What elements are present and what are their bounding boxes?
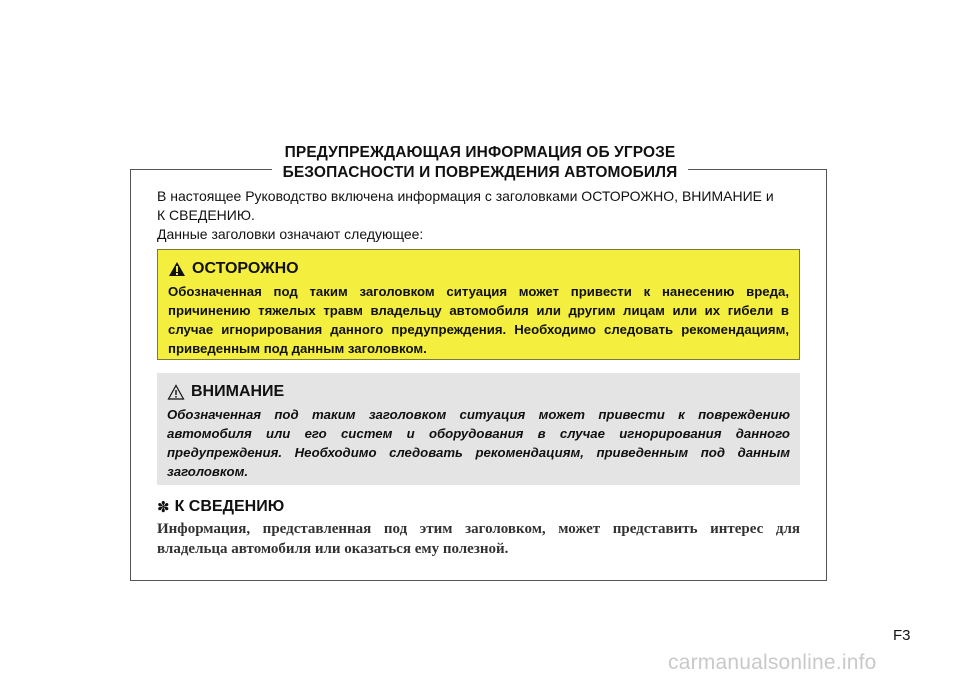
intro-line3: Данные заголовки означают следующее: xyxy=(157,226,424,242)
section-title-line2: БЕЗОПАСНОСТИ И ПОВРЕЖДЕНИЯ АВТОМОБИЛЯ xyxy=(282,164,678,181)
caution-header xyxy=(167,381,790,403)
notice-text: Информация, представленная под этим заголовком, может представить интерес для владельца автомобиля или оказаться ему полезной. xyxy=(157,521,800,557)
notice-label: К СВЕДЕНИЮ xyxy=(174,498,285,515)
caution-triangle-icon xyxy=(167,384,185,400)
caution-box xyxy=(157,373,800,485)
warning-text: Обозначенная под таким заголовком ситуация может привести к нанесению вреда, причинению тяжелых травм владельцу автомобиля или другим лицам или их гибели в случае игнорирования данного предупреждения. Необходимо следовать рекомендациям, приведенным под данным заголовком. xyxy=(168,284,789,356)
section-title-line1: ПРЕДУПРЕЖДАЮЩАЯ ИНФОРМАЦИЯ ОБ УГРОЗЕ xyxy=(284,144,676,161)
section-title xyxy=(272,143,688,183)
warning-header xyxy=(168,258,789,280)
intro-line2: К СВЕДЕНИЮ. xyxy=(157,207,255,223)
intro-line1: В настоящее Руководство включена информация с заголовками ОСТОРОЖНО, ВНИМАНИЕ и xyxy=(157,188,774,204)
notice-star-icon: ✽ xyxy=(157,499,170,516)
warning-triangle-icon xyxy=(168,261,186,277)
page-number: F3 xyxy=(893,627,911,644)
notice-header xyxy=(157,498,284,516)
caution-text: Обозначенная под таким заголовком ситуация может привести к повреждению автомобиля или его систем и оборудования в случае игнорирования данного предупреждения. Необходимо следовать рекомендациям, приведенным под данным заголовком. xyxy=(167,407,790,479)
intro-paragraph xyxy=(157,187,807,244)
warning-box xyxy=(157,249,800,360)
watermark: carmanualsonline.info xyxy=(668,651,877,674)
caution-label: ВНИМАНИЕ xyxy=(191,383,285,400)
warning-label: ОСТОРОЖНО xyxy=(192,260,299,277)
